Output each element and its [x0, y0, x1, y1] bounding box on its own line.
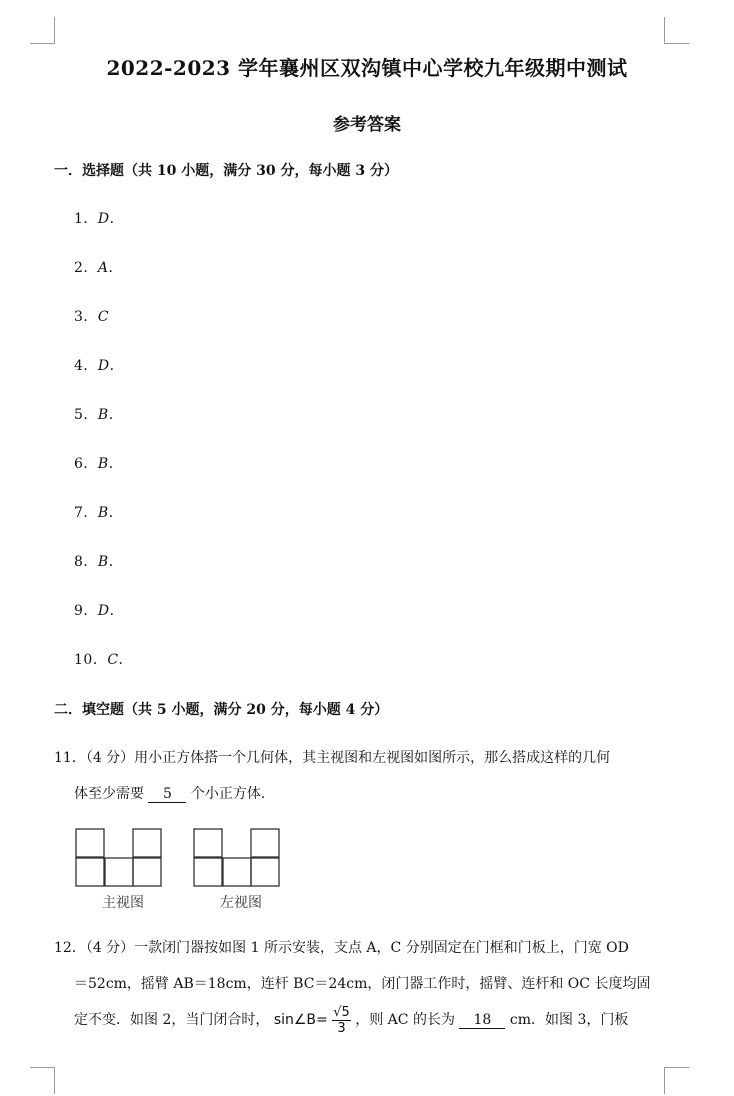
answer-row	[74, 453, 123, 473]
answer-row	[74, 551, 123, 571]
fraction-numerator: √5	[333, 1004, 350, 1020]
left-view-caption: 左视图	[220, 895, 262, 911]
answer-row	[74, 404, 123, 424]
crop-mark-top-left	[30, 17, 55, 44]
answer-number: 8．	[74, 554, 98, 570]
answer-end-mark: ．	[108, 260, 124, 276]
answer-number: 3．	[74, 309, 98, 325]
answer-choice: C	[107, 652, 119, 668]
answer-end-mark: ．	[108, 407, 124, 423]
answer-number: 7．	[74, 505, 98, 521]
question-11	[54, 740, 666, 812]
answer-end-mark: ．	[109, 211, 125, 227]
question-12	[54, 930, 666, 1038]
answer-row	[74, 600, 124, 620]
question-11-answer: 5	[148, 786, 186, 803]
answer-choice: D	[97, 211, 110, 227]
left-view-figure	[193, 828, 281, 888]
question-11-text: 体至少需要	[74, 786, 144, 802]
front-view-figure	[75, 828, 163, 888]
answer-choice: B	[97, 505, 109, 521]
answer-choice: B	[97, 407, 109, 423]
answer-number: 10．	[74, 652, 108, 668]
question-12-answer: 18	[459, 1012, 505, 1029]
answer-row	[74, 208, 124, 228]
answer-end-mark: ．	[118, 652, 134, 668]
question-12-text-mid: ，则 AC 的长为	[355, 1012, 455, 1028]
question-12-text: 定不变．如图 2，当门闭合时，	[74, 1012, 270, 1028]
crop-mark-top-right	[664, 17, 689, 44]
question-11-text-end: 个小正方体．	[190, 786, 275, 802]
answer-end-mark: ．	[108, 554, 124, 570]
question-12-line2: ＝52cm，摇臂 AB＝18cm，连杆 BC＝24cm，闭门器工作时，摇臂、连杆和 OC 长度均固	[74, 976, 651, 992]
answer-end-mark: ．	[109, 603, 125, 619]
document-title: 2022-2023 学年襄州区双沟镇中心学校九年级期中测试	[106, 56, 628, 80]
answer-end-mark: ．	[109, 358, 125, 374]
answer-end-mark: ．	[108, 456, 124, 472]
answer-number: 1．	[74, 211, 98, 227]
answer-number: 9．	[74, 603, 98, 619]
document-subtitle: 参考答案	[333, 115, 401, 135]
answer-choice: B	[97, 456, 109, 472]
front-view-caption: 主视图	[102, 895, 144, 911]
answer-row	[74, 355, 124, 375]
answer-choice: D	[97, 603, 110, 619]
question-12-text-end: cm．如图 3，门板	[509, 1012, 629, 1028]
sine-fraction	[332, 1005, 351, 1036]
answer-choice: D	[97, 358, 110, 374]
question-11-line2	[54, 776, 666, 812]
answer-choice: A	[97, 260, 109, 276]
answer-row	[74, 306, 109, 326]
crop-mark-bottom-right	[664, 1067, 689, 1094]
fraction-denominator: 3	[337, 1020, 346, 1036]
answer-end-mark: ．	[108, 505, 124, 521]
answer-number: 6．	[74, 456, 98, 472]
question-11-line1: 11．（4 分）用小正方体搭一个几何体，其主视图和左视图如图所示，那么搭成这样的几何	[54, 750, 611, 766]
crop-mark-bottom-left	[30, 1067, 55, 1094]
sine-expression: sin∠B=	[273, 1012, 328, 1028]
answer-row	[74, 502, 123, 522]
question-12-line3	[54, 1002, 666, 1038]
answer-row	[74, 257, 123, 277]
question-12-line1: 12．（4 分）一款闭门器按如图 1 所示安装，支点 A，C 分别固定在门框和门板上，门宽 OD	[54, 940, 629, 956]
answer-row	[74, 649, 133, 669]
section-heading-fill: 二．填空题（共 5 小题，满分 20 分，每小题 4 分）	[54, 702, 389, 718]
answer-number: 4．	[74, 358, 98, 374]
answer-choice: C	[97, 309, 110, 325]
answer-number: 5．	[74, 407, 98, 423]
section-heading-choice: 一．选择题（共 10 小题，满分 30 分，每小题 3 分）	[54, 163, 398, 179]
answer-choice: B	[97, 554, 109, 570]
answer-number: 2．	[74, 260, 98, 276]
